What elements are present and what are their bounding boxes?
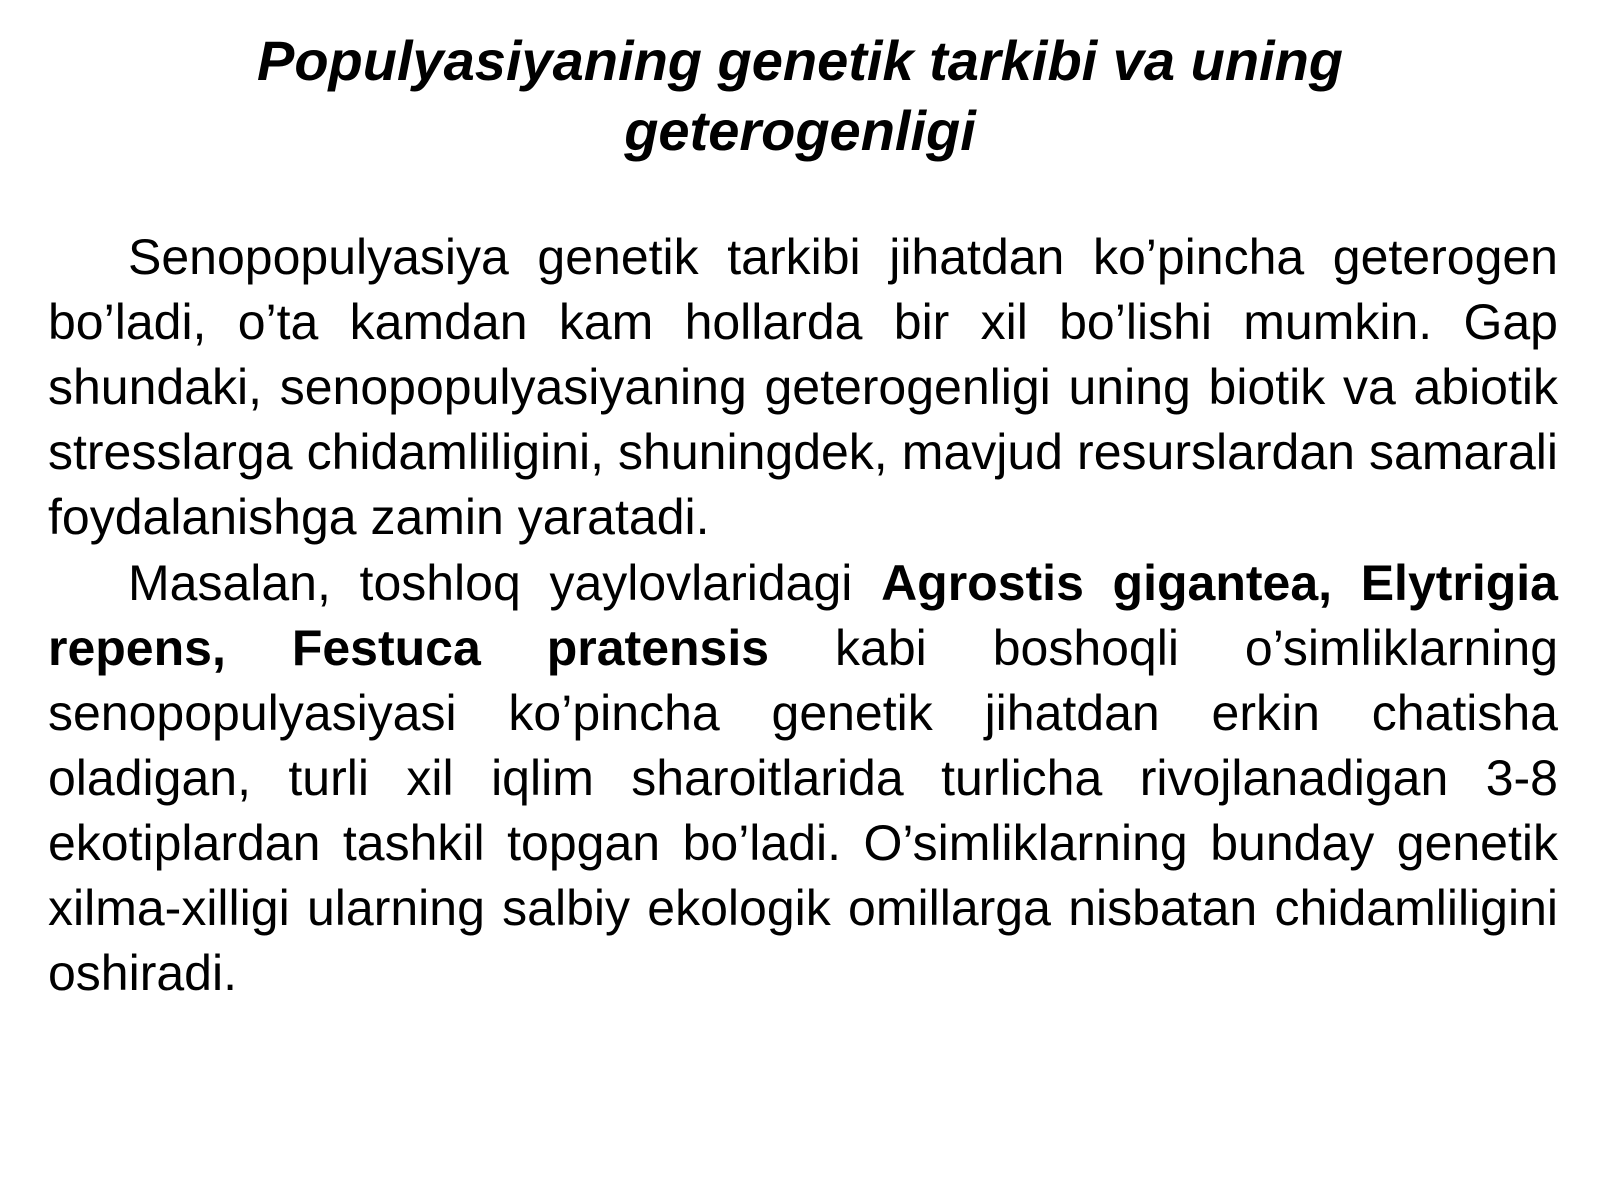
species-names: Agrostis gigantea, Elytrigia repens, Festuca pratensis: [48, 555, 1558, 676]
slide-title: Populyasiyaning genetik tarkibi va uning geterogenligi: [256, 29, 1343, 162]
slide-body: [48, 225, 1558, 1007]
paragraph-2-intro: Masalan, toshloq yaylovlaridagi: [128, 555, 882, 611]
paragraph-1: Senopopulyasiya genetik tarkibi jihatdan ko’pincha geterogen bo’ladi, o’ta kamdan kam hollarda bir xil bo’lishi mumkin. Gap shundaki, senopopulyasiyaning geterogenligi uning biotik va abiotik stresslarga chidamliligini, shuningdek, mavjud resurslardan samarali foydalanishga zamin yaratadi.: [48, 229, 1558, 545]
paragraph-2-rest: kabi boshoqli o’simliklarning senopopulyasiyasi ko’pincha genetik jihatdan erkin chatisha oladigan, turli xil iqlim sharoitlarida turlicha rivojlanadigan 3-8 ekotiplardan tashkil topgan bo’ladi. O’simliklarning bunday genetik xilma-xilligi ularning salbiy ekologik omillarga nisbatan chidamliligini oshiradi.: [48, 620, 1558, 1001]
paragraph-2: [48, 551, 1558, 1006]
